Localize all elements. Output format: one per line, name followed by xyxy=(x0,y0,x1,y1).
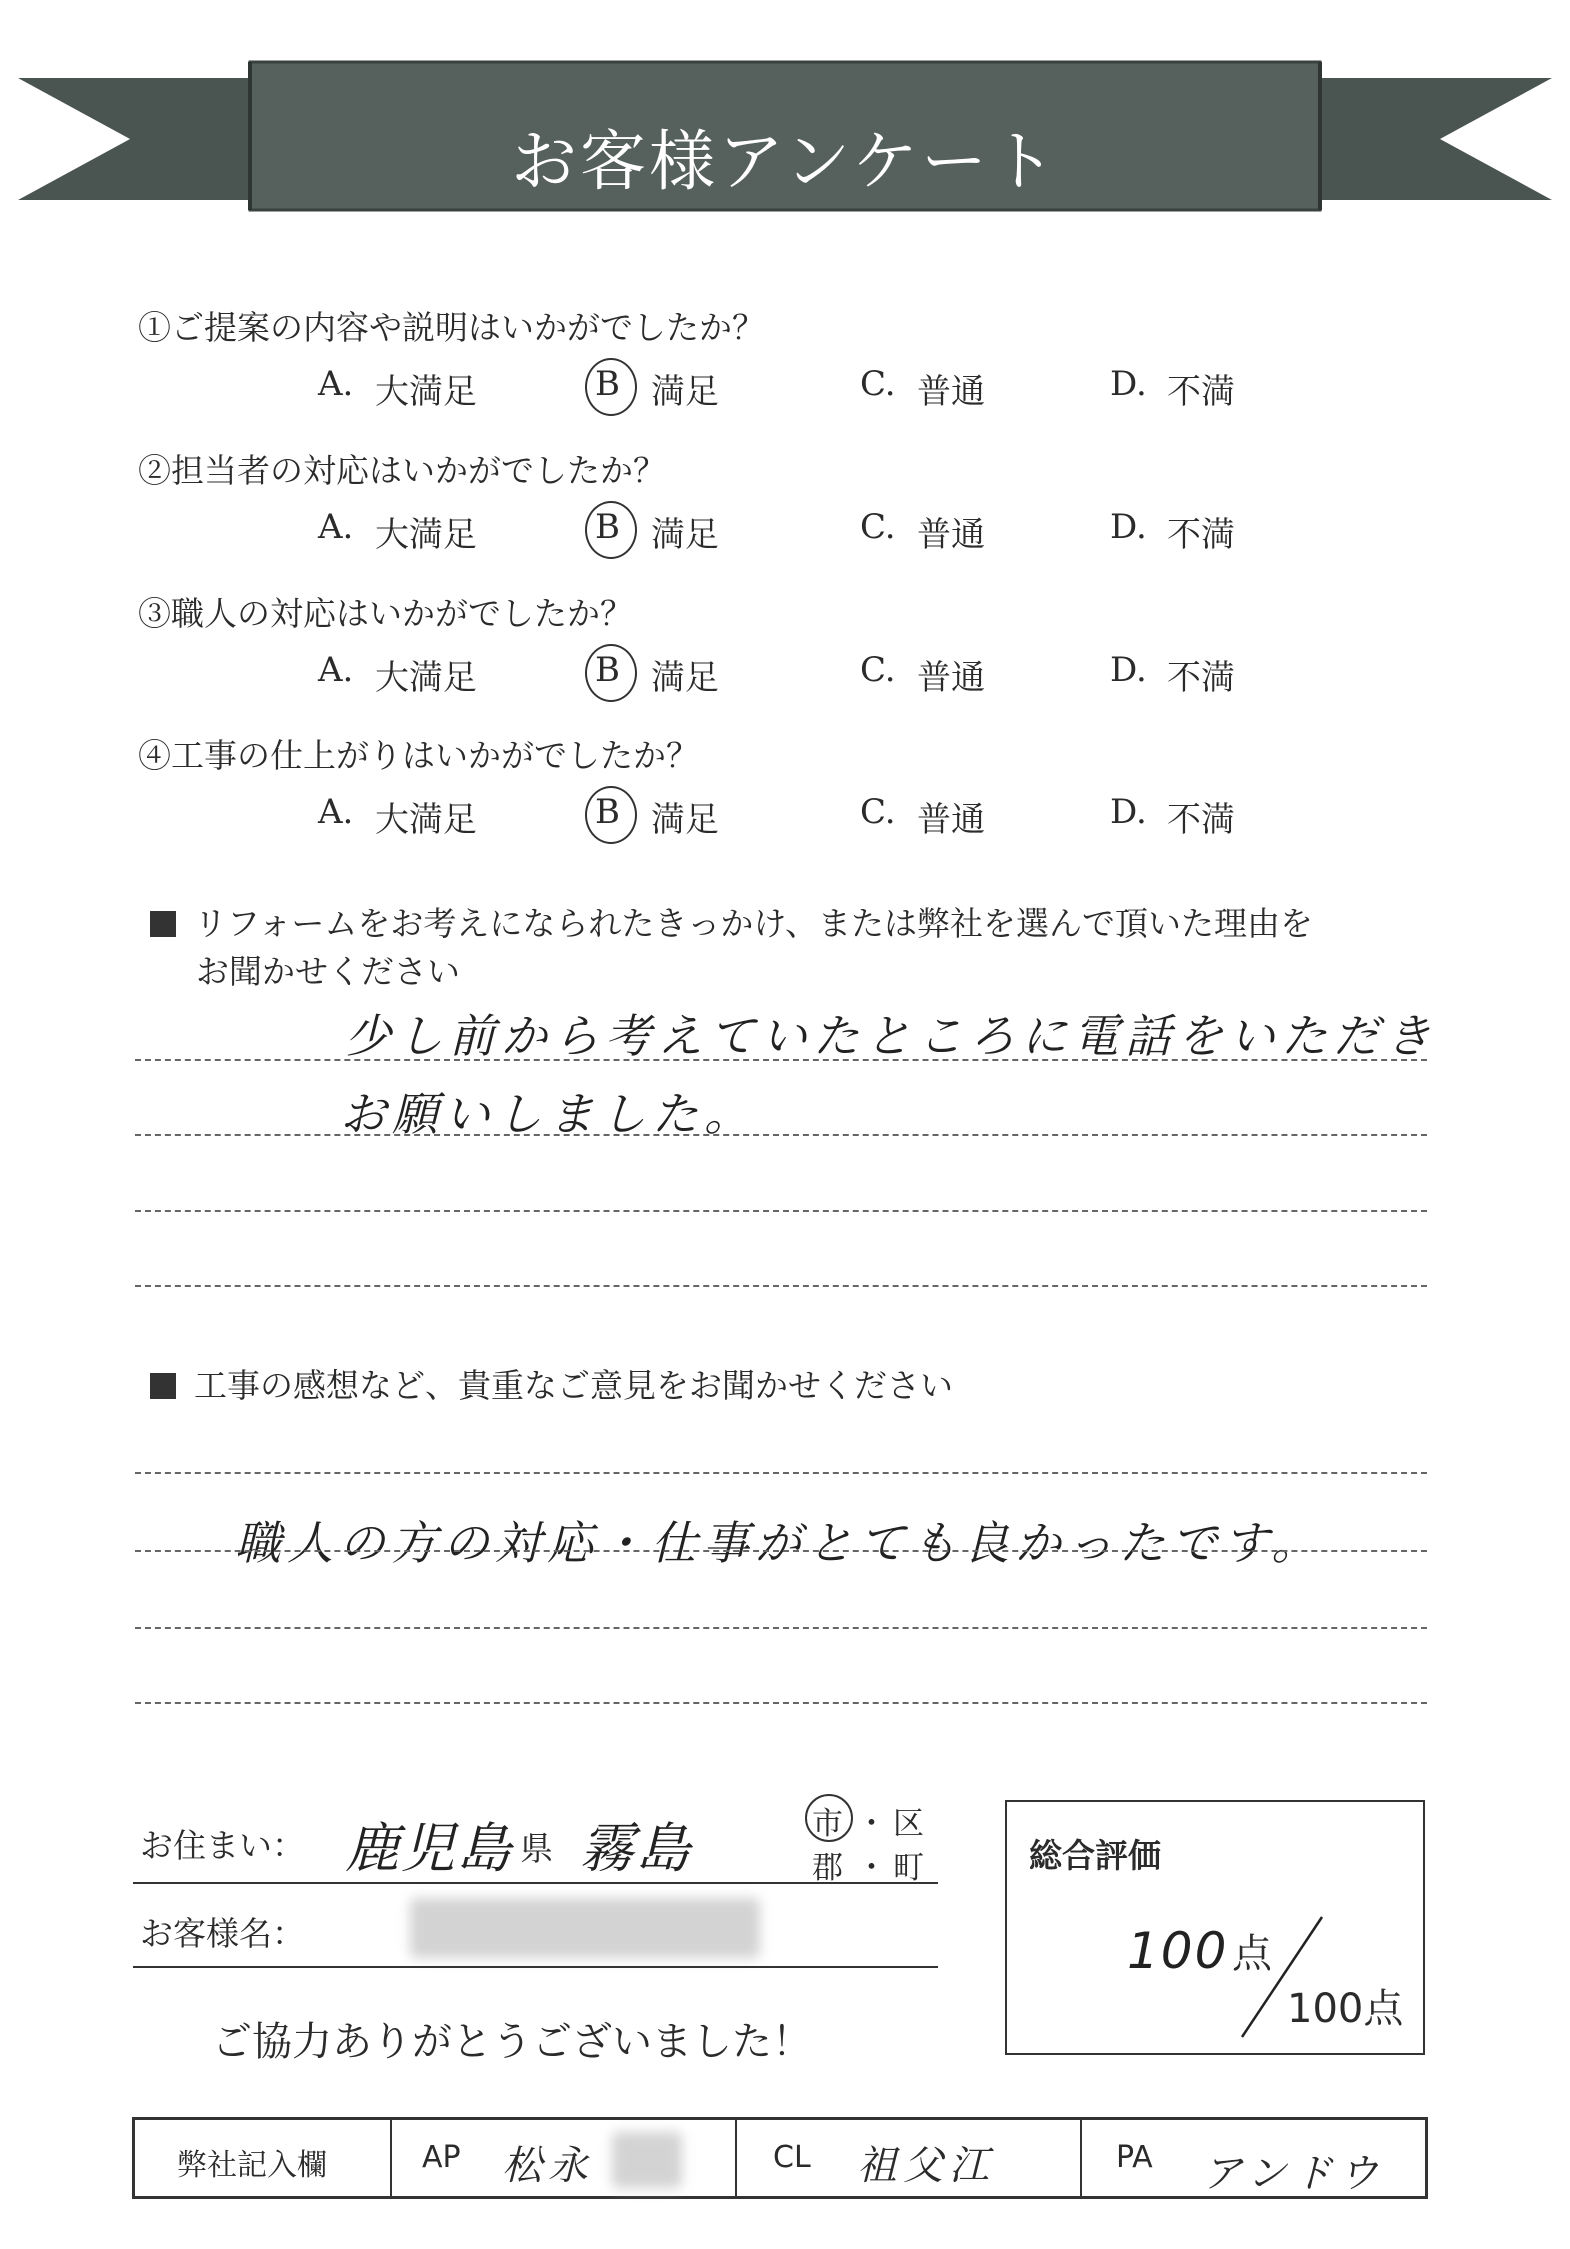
option-label: 大満足 xyxy=(375,800,477,840)
section1-heading: リフォームをお考えになられたきっかけ、または弊社を選んで頂いた理由を xyxy=(150,898,1313,945)
answer-line xyxy=(135,1059,1427,1061)
option-letter: C. xyxy=(860,650,896,690)
selected-answer-circle xyxy=(585,358,637,416)
option-letter: B xyxy=(595,364,620,404)
option-letter: C. xyxy=(860,792,896,832)
option-letter: D. xyxy=(1110,507,1147,547)
option-label: 普通 xyxy=(917,800,985,840)
option-label: 大満足 xyxy=(375,515,477,555)
pa-value: アンドウ xyxy=(1202,2151,1385,2197)
score-label: 総合評価 xyxy=(1029,1836,1161,1875)
option-label: 普通 xyxy=(917,658,985,698)
address-label: お住まい： xyxy=(140,1826,305,1865)
answer-line xyxy=(135,1627,1427,1629)
option-label: 満足 xyxy=(651,800,719,840)
option-letter: A. xyxy=(318,507,354,547)
ap-label: AP xyxy=(422,2140,461,2175)
question-3: ③職人の対応はいかがでしたか？ xyxy=(138,594,633,633)
option-letter: A. xyxy=(318,650,354,690)
option-label: 大満足 xyxy=(375,372,477,412)
section1-answer-line1: 少し前から考えていたところに電話をいただき xyxy=(345,1009,1437,1063)
ap-cell xyxy=(392,2120,737,2196)
option-letter: C. xyxy=(860,507,896,547)
address-prefecture: 鹿児島 xyxy=(345,1817,513,1880)
option-label: 普通 xyxy=(917,515,985,555)
section1-heading-line2: お聞かせください xyxy=(196,952,460,991)
option-letter: A. xyxy=(318,792,354,832)
option-letter: D. xyxy=(1110,364,1147,404)
banner-right-ribbon xyxy=(1320,78,1552,200)
score-unit: 点 xyxy=(1232,1931,1272,1977)
cl-value: 祖父江 xyxy=(857,2143,995,2189)
option-letter: D. xyxy=(1110,792,1147,832)
option-label: 不満 xyxy=(1167,658,1235,698)
redacted-ap-name xyxy=(612,2132,682,2188)
option-label: 満足 xyxy=(651,372,719,412)
address-pref-suffix: 県 xyxy=(520,1829,553,1868)
page-title: お客様アンケート xyxy=(510,123,1060,200)
staff-label: 弊社記入欄 xyxy=(177,2148,327,2183)
option-label: 普通 xyxy=(917,372,985,412)
option-letter: D. xyxy=(1110,650,1147,690)
pa-label: PA xyxy=(1116,2140,1153,2175)
option-letter: B xyxy=(595,507,620,547)
option-letter: A. xyxy=(318,364,354,404)
thanks-message: ご協力ありがとうございました！ xyxy=(212,2019,812,2065)
cl-label: CL xyxy=(773,2140,811,2175)
option-label: 不満 xyxy=(1167,800,1235,840)
address-type-cho: 町 xyxy=(893,1850,924,1886)
address-underline xyxy=(133,1882,938,1884)
pa-cell xyxy=(1082,2120,1425,2196)
address-type-ku: 区 xyxy=(893,1806,924,1842)
banner-left-ribbon xyxy=(18,78,250,200)
section1-answer-line2: お願いしました。 xyxy=(340,1087,756,1141)
selected-answer-circle xyxy=(585,786,637,844)
score-box xyxy=(1005,1800,1425,2055)
option-letter: B xyxy=(595,792,620,832)
name-underline xyxy=(133,1966,938,1968)
question-4: ④工事の仕上がりはいかがでしたか？ xyxy=(138,736,699,775)
staff-label-cell xyxy=(135,2120,392,2196)
option-label: 大満足 xyxy=(375,658,477,698)
ap-value: 松永 xyxy=(502,2143,594,2189)
option-label: 満足 xyxy=(651,515,719,555)
answer-line xyxy=(135,1210,1427,1212)
address-city: 霧島 xyxy=(580,1817,692,1880)
option-label: 満足 xyxy=(651,658,719,698)
answer-line xyxy=(135,1550,1427,1552)
address-type-gun: 郡 xyxy=(812,1850,843,1886)
redacted-customer-name xyxy=(410,1898,760,1958)
customer-name-label: お客様名： xyxy=(140,1914,305,1953)
selected-answer-circle xyxy=(585,644,637,702)
address-type-shi: 市 xyxy=(812,1806,843,1842)
square-bullet-icon xyxy=(150,911,176,937)
question-1: ①ご提案の内容や説明はいかがでしたか？ xyxy=(138,308,765,347)
answer-line xyxy=(135,1472,1427,1474)
answer-line xyxy=(135,1702,1427,1704)
option-label: 不満 xyxy=(1167,372,1235,412)
option-letter: B xyxy=(595,650,620,690)
option-label: 不満 xyxy=(1167,515,1235,555)
question-2: ②担当者の対応はいかがでしたか？ xyxy=(138,451,666,490)
section2-answer-line1: 職人の方の対応・仕事がとても良かったです。 xyxy=(235,1516,1324,1570)
staff-entry-table xyxy=(132,2117,1428,2199)
score-value: 100 xyxy=(1127,1922,1229,1980)
selected-answer-circle xyxy=(585,501,637,559)
answer-line xyxy=(135,1134,1427,1136)
cl-cell xyxy=(737,2120,1082,2196)
square-bullet-icon xyxy=(150,1373,176,1399)
option-letter: C. xyxy=(860,364,896,404)
answer-line xyxy=(135,1285,1427,1287)
score-max: 100点 xyxy=(1287,1986,1404,2032)
section2-heading: 工事の感想など、貴重なご意見をお聞かせください xyxy=(150,1360,953,1407)
